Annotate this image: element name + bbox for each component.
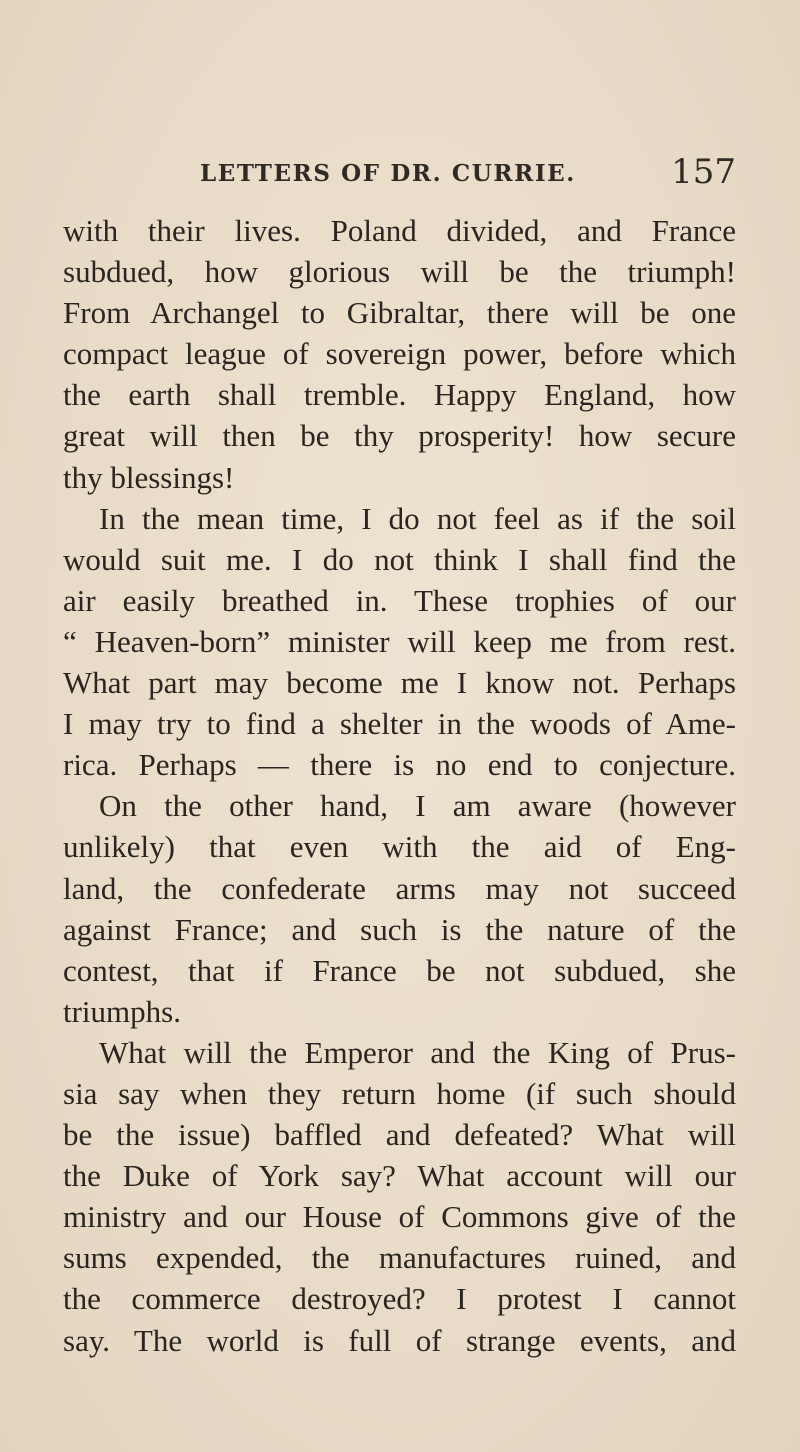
text-line: subdued, how glorious will be the triumph! xyxy=(63,254,736,290)
text-line: with their lives. Poland divided, and France xyxy=(63,213,736,248)
text-line: ministry and our House of Commons give of the xyxy=(63,1199,736,1235)
text-line: the commerce destroyed? I protest I cannot xyxy=(63,1281,736,1317)
text-line: rica. Perhaps — there is no end to conjecture. xyxy=(63,747,736,783)
text-line: sia say when they return home (if such should xyxy=(63,1075,736,1111)
text-line: unlikely) that even with the aid of Eng- xyxy=(63,829,736,865)
text-line: be the issue) baffled and defeated? What will xyxy=(63,1117,736,1153)
text-line: triumphs. xyxy=(63,993,181,1029)
body-text xyxy=(63,210,736,1361)
page-number: 157 xyxy=(671,152,736,192)
text-line: sums expended, the manufactures ruined, and xyxy=(63,1240,736,1276)
text-line: contest, that if France be not subdued, she xyxy=(63,952,736,988)
text-line: against France; and such is the nature of the xyxy=(63,911,736,947)
text-line: say. The world is full of strange events, and xyxy=(63,1322,736,1358)
text-line: What part may become me I know not. Perhaps xyxy=(63,665,736,701)
text-line: compact league of sovereign power, before which xyxy=(63,336,736,372)
text-line: “ Heaven-born” minister will keep me from rest. xyxy=(63,623,736,659)
text-line: On the other hand, I am aware (however xyxy=(99,788,736,824)
text-line: the Duke of York say? What account will our xyxy=(63,1158,736,1194)
text-line: From Archangel to Gibraltar, there will be one xyxy=(63,295,736,331)
text-line: In the mean time, I do not feel as if the soil xyxy=(99,500,736,536)
text-line: air easily breathed in. These trophies of our xyxy=(63,582,736,618)
text-line: thy blessings! xyxy=(63,459,235,495)
text-line: What will the Emperor and the King of Prus- xyxy=(99,1034,736,1070)
text-line: I may try to find a shelter in the woods of Ame- xyxy=(63,706,736,742)
running-head xyxy=(200,150,736,200)
text-line: land, the confederate arms may not succeed xyxy=(63,870,736,906)
text-line: great will then be thy prosperity! how secure xyxy=(63,418,736,454)
text-line: would suit me. I do not think I shall find the xyxy=(63,541,736,577)
running-title: LETTERS OF DR. CURRIE. xyxy=(200,160,576,187)
text-line: the earth shall tremble. Happy England, how xyxy=(63,377,736,413)
